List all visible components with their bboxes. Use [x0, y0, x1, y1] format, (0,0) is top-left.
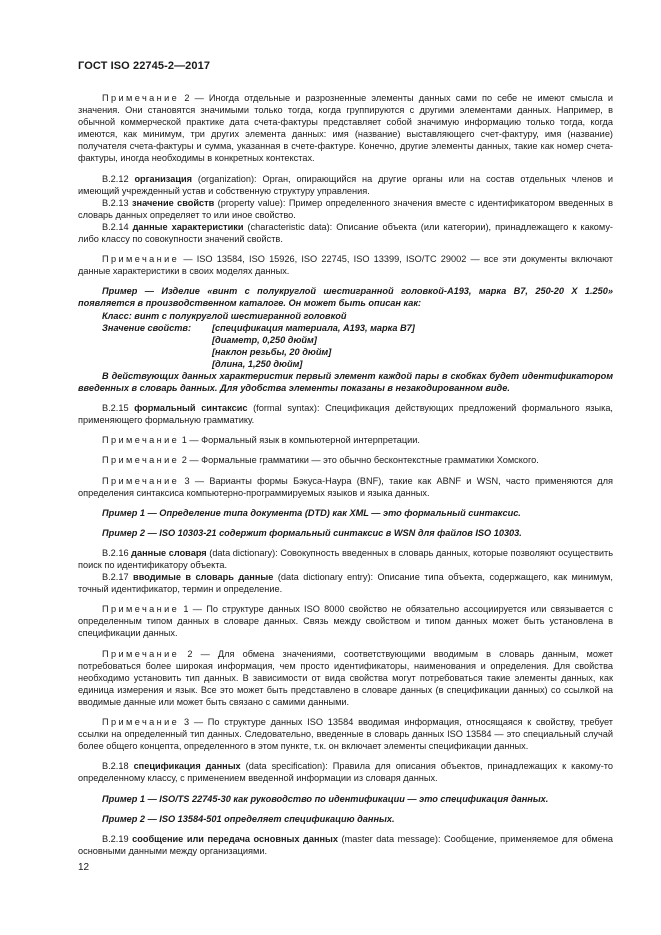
value-item: [наклон резьбы, 20 дюйм]	[212, 346, 332, 357]
definition-b212: B.2.12 организация (organization): Орган, опирающийся на другие органы или на состав отдельных членов и имеющий учрежденный устав и собственную структуру управления.	[78, 173, 613, 196]
definition-b216: B.2.16 данные словаря (data dictionary): Совокупность введенных в словарь данных, которые позволяют осуществить поиск по идентификатору объекта.	[78, 547, 613, 570]
note-paragraph: Примечание 1 — Формальный язык в компьютерной интерпретации.	[102, 435, 420, 446]
note-label: Примечание	[102, 648, 180, 659]
definition-b217: B.2.17 вводимые в словарь данные (data dictionary entry): Описание типа объекта, содержащего, как минимум, точный идентификатор, термин и определение.	[78, 572, 613, 595]
definition-b213: B.2.13 значение свойств (property value): Пример определенного значения вместе с идентификатором введенных в словарь данных определяет то или иное свойство.	[78, 197, 613, 220]
note-label: Примечание	[102, 93, 180, 103]
note-paragraph: Примечание 3 — Варианты формы Бэкуса-Наура (BNF), такие как ABNF и WSN, часто применяются для определения синтаксиса компьютерно-программируемых языков и языка данных.	[78, 475, 613, 498]
page-number: 12	[78, 862, 90, 873]
term: сообщение или передача основных данных	[132, 833, 338, 844]
definition-b214: B.2.14 данные характеристики (characteristic data): Описание объекта (или категории), принадлежащего к какому-либо классу по совокупности значений свойств.	[78, 221, 613, 245]
note-paragraph: Примечание 2 — Формальные грамматики — это обычно бесконтекстные грамматики Хомского.	[102, 455, 539, 466]
term: организация	[134, 173, 193, 184]
example-conclusion: В действующих данных характеристик первый элемент каждой пары в скобках будет идентификатором введенных в словарь данных. Для удобства элементы показаны в незакодированном виде.	[78, 370, 613, 394]
example-values	[78, 322, 613, 370]
note-label: Примечание	[102, 435, 180, 446]
note-label: Примечание	[102, 604, 180, 615]
note-paragraph: Примечание 2 — Для обмена значениями, соответствующими вводимым в словарь данным, может потребоваться более широкая информация, чем просто идентификаторы, наименования и определения. Для свойства необходимо установить тип данных. В зависимости от вида свойства могут потребоваться такие элементы данных, как единица измерения и язык. Все это может быть представлено в словаре данных (в спецификации данных) со ссылкой на вводимые данные или может быть связано с самими данными.	[78, 648, 613, 707]
value-item: [диаметр, 0,250 дюйм]	[212, 334, 317, 345]
note-label: Примечание	[102, 254, 180, 265]
document-header: ГОСТ ISO 22745-2—2017	[78, 60, 211, 72]
note-paragraph: Примечание — ISO 13584, ISO 15926, ISO 22745, ISO 13399, ISO/TC 29002 — все эти документы включают данные характеристики в своих моделях данных.	[78, 254, 613, 277]
note-paragraph: Примечание 1 — По структуре данных ISO 8000 свойство не обязательно ассоциируется или связывается с определенным типом данных в словаре данных. Связь между свойством и типом данных может быть установлена в спецификации данных.	[78, 604, 613, 639]
example-line: Пример 1 — Определение типа документа (DTD) как XML — это формальный синтаксис.	[102, 507, 521, 518]
term: формальный синтаксис	[134, 403, 248, 414]
example-class: Класс: винт с полукруглой шестигранной головкой	[102, 310, 347, 321]
note-paragraph: Примечание 2 — Иногда отдельные и разрозненные элементы данных сами по себе не имеют смысла и значения. Они становятся значимыми только тогда, когда группируются с другими элементами данных. Например, в обычной коммерческой практике дата счета-фактуры представляет собой значимую информацию только тогда, когда имеются, как минимум, три других элемента данных: имя (название) выставляющего счет-фактуру, имя (название) получателя счета-фактуры и сумма, указанная в счете-фактуре. Конечно, другие элементы данных, такие как номер счета-фактуры, иногда необходимы в конкретных контекстах.	[78, 93, 613, 164]
values-label: Значение свойств:	[102, 322, 192, 333]
document-body	[78, 92, 613, 857]
note-label: Примечание	[102, 455, 180, 466]
term: данные словаря	[131, 547, 207, 558]
value-item: [длина, 1,250 дюйм]	[212, 358, 303, 369]
note-label: Примечание	[102, 475, 180, 486]
term: спецификация данных	[133, 761, 241, 772]
definition-b218: B.2.18 спецификация данных (data specification): Правила для описания объектов, принадлежащих к какому-то определенному классу, с применением введенной информации из словаря данных.	[78, 761, 614, 784]
example-line: Пример 1 — ISO/TS 22745-30 как руководство по идентификации — это спецификация данных.	[102, 793, 549, 804]
definition-b215: B.2.15 формальный синтаксис (formal syntax): Спецификация действующих предложений формального языка, применяющего формальную грамматику.	[78, 403, 613, 426]
example-intro: Пример — Изделие «винт с полукруглой шестигранной головкой-А193, марка В7, 250-20 X 1.250» появляется в производственном каталоге. Он может быть описан как:	[78, 286, 613, 309]
term: данные характеристики	[132, 221, 244, 232]
example-line: Пример 2 — ISO 10303-21 содержит формальный синтаксис в WSN для файлов ISO 10303.	[102, 527, 522, 538]
definition-b219: B.2.19 сообщение или передача основных данных (master data message): Сообщение, применяемое для обмена основными данными между организациями.	[78, 833, 613, 856]
note-paragraph: Примечание 3 — По структуре данных ISO 13584 вводимая информация, относящаяся к свойству, требует ссылки на определенный тип данных. Следовательно, введенные в словарь данных ISO 13584 — это специальный случай более общего концепта, определенного в этом пункте, т.к. он включает элементы спецификации данных.	[78, 717, 613, 752]
value-item: [спецификация материала, А193, марка В7]	[212, 322, 415, 333]
term: вводимые в словарь данные	[133, 572, 274, 583]
example-line: Пример 2 — ISO 13584-501 определяет спецификацию данных.	[102, 813, 395, 824]
note-label: Примечание	[102, 717, 180, 728]
term: значение свойств	[131, 197, 215, 208]
